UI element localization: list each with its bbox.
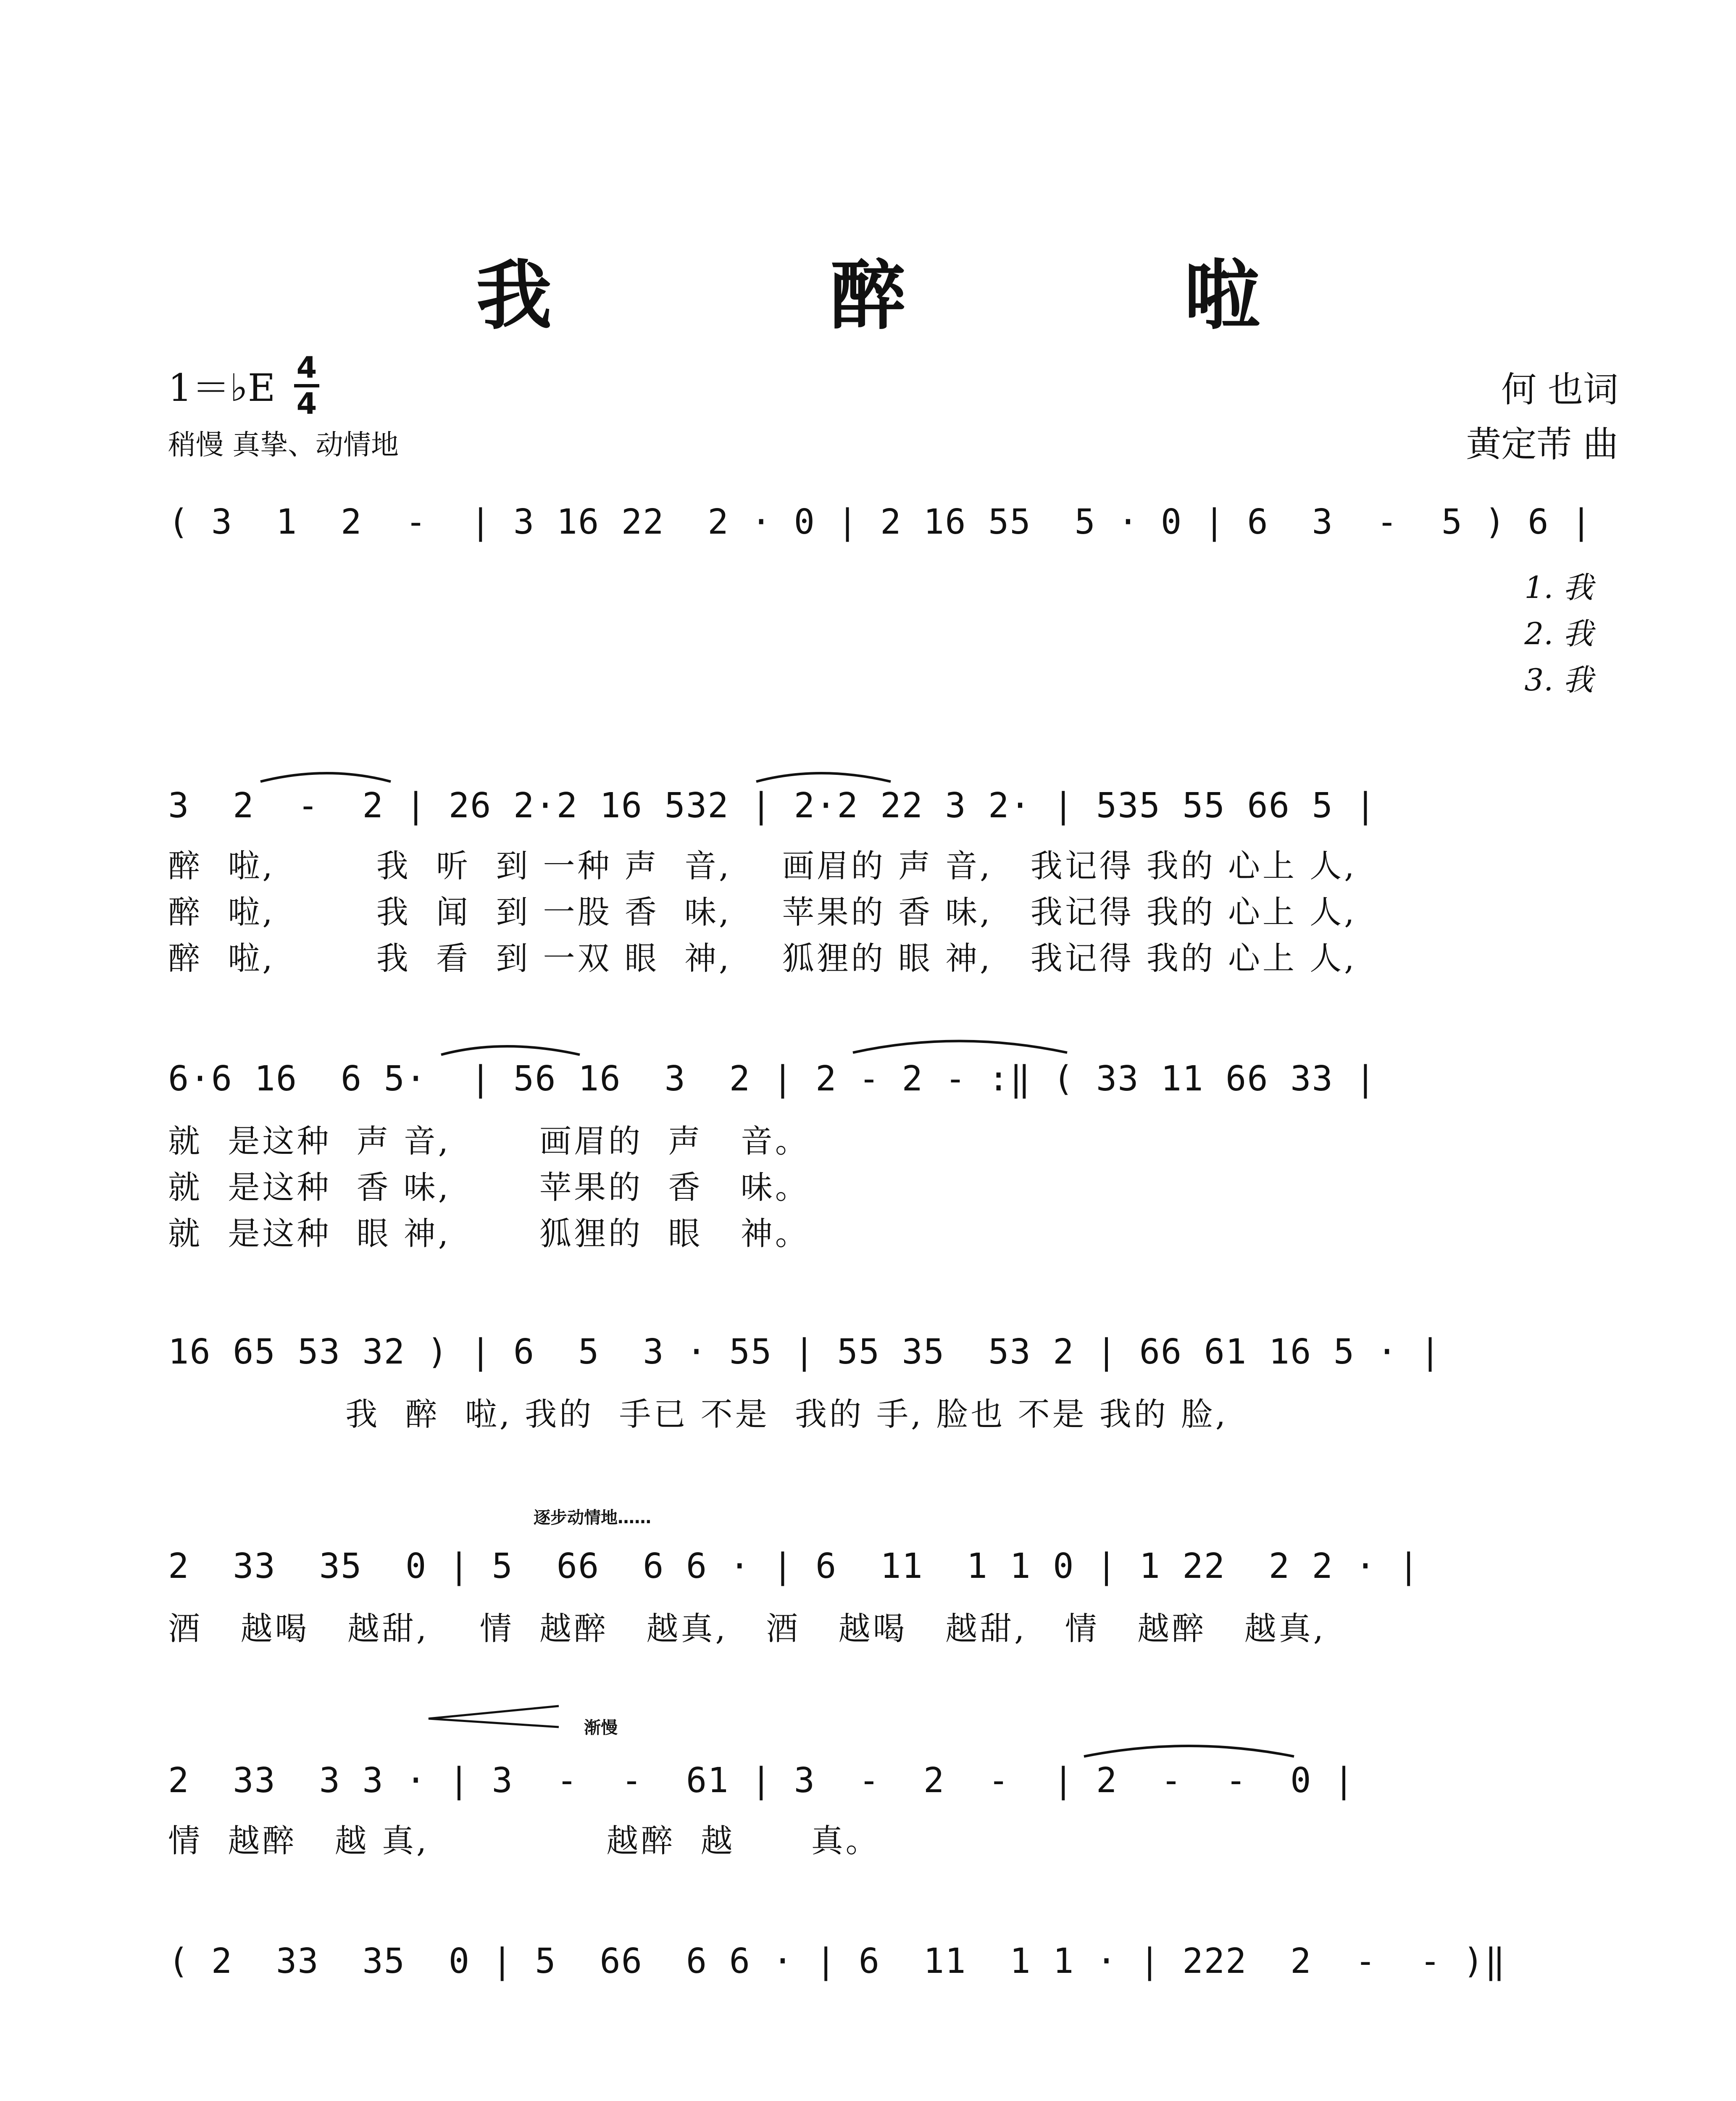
score-line-5: 2 33 35 0 | 5 66 6 6 · | 6 11 1 1 0 | 1 22 2 2 · |: [168, 1546, 1420, 1586]
expression-marking-1: 逐步动情地……: [534, 1508, 651, 1527]
expression-marking-2: 渐慢: [584, 1718, 618, 1738]
slur-1: [260, 773, 391, 782]
lyricist-credit: 何 也词: [1501, 369, 1618, 410]
time-signature-bottom: 4: [296, 387, 317, 421]
ending-3: 3. 我: [1524, 662, 1593, 698]
lyric-verse-1-line-2: 醉 啦, 我 听 到 一种 声 音, 画眉的 声 音, 我记得 我的 心上 人,: [168, 847, 1357, 885]
lyric-line-5: 酒 越喝 越甜, 情 越醉 越真, 酒 越喝 越甜, 情 越醉 越真,: [168, 1610, 1326, 1647]
slur-5: [1084, 1746, 1294, 1756]
score-line-6: 2 33 3 3 · | 3 - - 61 | 3 - 2 - | 2 - - 0 |: [168, 1761, 1355, 1801]
lyric-verse-2-line-3: 就 是这种 香 味, 苹果的 香 味。: [168, 1169, 810, 1206]
slur-2: [756, 773, 891, 782]
score-line-3: 6·6 16 6 5· | 56 16 3 2 | 2 - 2 - :‖ ( 33 11 66 33 |: [168, 1059, 1377, 1099]
tempo-marking: 稍慢 真挚、动情地: [168, 429, 399, 461]
score-line-2: 3 2 - 2 | 26 2·2 16 532 | 2·2 22 3 2· | 535 55 66 5 |: [168, 786, 1377, 826]
song-title: 我 醉 啦: [476, 251, 1386, 340]
lyric-verse-2-line-2: 醉 啦, 我 闻 到 一股 香 味, 苹果的 香 味, 我记得 我的 心上 人,: [168, 893, 1357, 931]
hairpin: [429, 1706, 559, 1727]
composer-credit: 黄定芾 曲: [1466, 424, 1618, 465]
lyric-line-4: 我 醉 啦, 我的 手已 不是 我的 手, 脸也 不是 我的 脸,: [168, 1395, 1228, 1433]
slur-3: [441, 1046, 580, 1055]
lyric-line-6: 情 越醉 越 真, 越醉 越 真。: [168, 1822, 880, 1859]
ending-1: 1. 我: [1524, 570, 1593, 605]
time-signature-top: 4: [296, 350, 317, 385]
key-signature: 1＝♭E: [168, 366, 276, 410]
lyric-verse-3-line-3: 就 是这种 眼 神, 狐狸的 眼 神。: [168, 1215, 810, 1252]
score-line-4: 16 65 53 32 ) | 6 5 3 · 55 | 55 35 53 2 | 66 61 16 5 · |: [168, 1332, 1441, 1372]
lyric-verse-1-line-3: 就 是这种 声 音, 画眉的 声 音。: [168, 1122, 810, 1160]
score-line-7: ( 2 33 35 0 | 5 66 6 6 · | 6 11 1 1 · | 222 2 - - )‖: [168, 1941, 1506, 1981]
slur-4: [853, 1041, 1067, 1053]
score-line-1: ( 3 1 2 - | 3 16 22 2 · 0 | 2 16 55 5 · 0 | 6 3 - 5 ) 6 |: [168, 502, 1593, 542]
lyric-verse-3-line-2: 醉 啦, 我 看 到 一双 眼 神, 狐狸的 眼 神, 我记得 我的 心上 人,: [168, 940, 1357, 977]
ending-2: 2. 我: [1524, 616, 1593, 651]
